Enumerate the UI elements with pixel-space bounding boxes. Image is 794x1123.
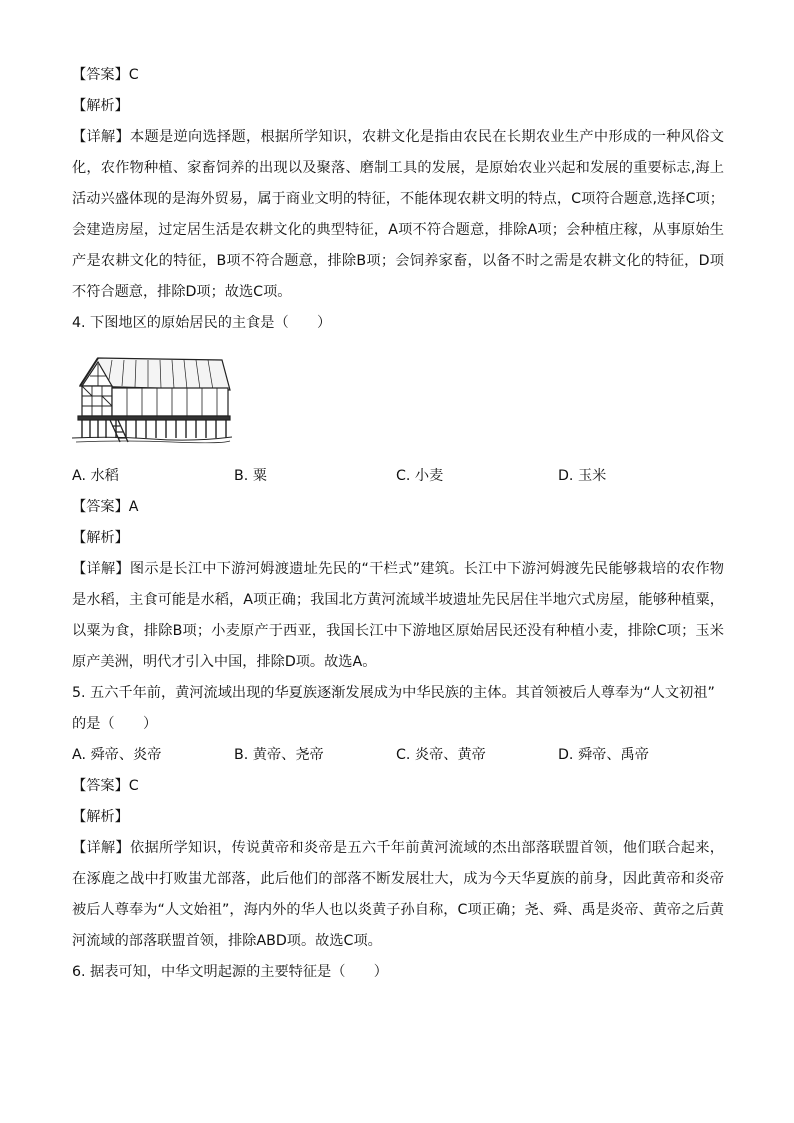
document-page: [72, 60, 724, 988]
option-d: D. 玉米: [558, 468, 607, 484]
detail-tag: 【详解】: [72, 561, 130, 577]
answer-tag: 【答案】: [72, 778, 129, 794]
analysis-heading: 【解析】: [72, 98, 129, 114]
detail-paragraph: [72, 554, 724, 678]
answer-line: [72, 60, 724, 91]
analysis-heading: 【解析】: [72, 530, 129, 546]
answer-tag: 【答案】: [72, 499, 129, 515]
answer-value: C: [128, 778, 139, 794]
options-row: [72, 740, 724, 771]
detail-text: 依据所学知识，传说黄帝和炎帝是五六千年前黄河流域的杰出部落联盟首领，他们联合起来，在涿鹿之战中打败蚩尤部落，此后他们的部落不断发展壮大，成为今天华夏族的前身，因此黄帝和炎帝被后人尊奉为“人文始祖”，海内外的华人也以炎黄子孙自称，C项正确；尧、舜、禹是炎帝、黄帝之后黄河流域的部落联盟首领，排除ABD项。故选C项。: [72, 840, 724, 949]
option-c: C. 炎帝、黄帝: [396, 747, 486, 763]
answer-value: C: [128, 67, 139, 83]
option-c: C. 小麦: [396, 468, 444, 484]
detail-paragraph: [72, 833, 724, 957]
question-stem-continued: 的是（ ）: [72, 716, 158, 732]
option-a: A. 舜帝、炎帝: [72, 747, 162, 763]
option-a: A. 水稻: [72, 468, 119, 484]
detail-paragraph: [72, 122, 724, 308]
question-stem: 5. 五六千年前，黄河流域出现的华夏族逐渐发展成为中华民族的主体。其首领被后人尊奉为“人文初祖”: [72, 685, 715, 701]
option-b: B. 粟: [234, 468, 267, 484]
stilt-house-illustration-icon: [72, 352, 724, 444]
detail-tag: 【详解】: [72, 840, 130, 856]
options-row: [72, 461, 724, 492]
option-b: B. 黄帝、尧帝: [234, 747, 324, 763]
detail-tag: 【详解】: [72, 129, 130, 145]
answer-line: [72, 771, 724, 802]
analysis-heading: 【解析】: [72, 809, 129, 825]
question-stem: 6. 据表可知，中华文明起源的主要特征是（ ）: [72, 964, 388, 980]
answer-tag: 【答案】: [72, 67, 129, 83]
answer-value: A: [128, 499, 139, 515]
answer-line: [72, 492, 724, 523]
detail-text: 本题是逆向选择题，根据所学知识，农耕文化是指由农民在长期农业生产中形成的一种风俗文化，农作物种植、家畜饲养的出现以及聚落、磨制工具的发展，是原始农业兴起和发展的重要标志,海上活动兴盛体现的是海外贸易，属于商业文明的特征，不能体现农耕文明的特点，C项符合题意,选择C项；会建造房屋，过定居生活是农耕文化的典型特征，A项不符合题意，排除A项；会种植庄稼，从事原始生产是农耕文化的特征，B项不符合题意，排除B项；会饲养家畜，以备不时之需是农耕文化的特征，D项不符合题意，排除D项；故选C项。: [72, 129, 724, 300]
option-d: D. 舜帝、禹帝: [558, 747, 649, 763]
detail-text: 图示是长江中下游河姆渡遗址先民的“干栏式”建筑。长江中下游河姆渡先民能够栽培的农作物是水稻，主食可能是水稻，A项正确；我国北方黄河流域半坡遗址先民居住半地穴式房屋，能够种植粟，以粟为食，排除B项；小麦原产于西亚，我国长江中下游地区原始居民还没有种植小麦，排除C项；玉米原产美洲，明代才引入中国，排除D项。故选A。: [72, 561, 724, 670]
question-stem: 4. 下图地区的原始居民的主食是（ ）: [72, 315, 332, 331]
